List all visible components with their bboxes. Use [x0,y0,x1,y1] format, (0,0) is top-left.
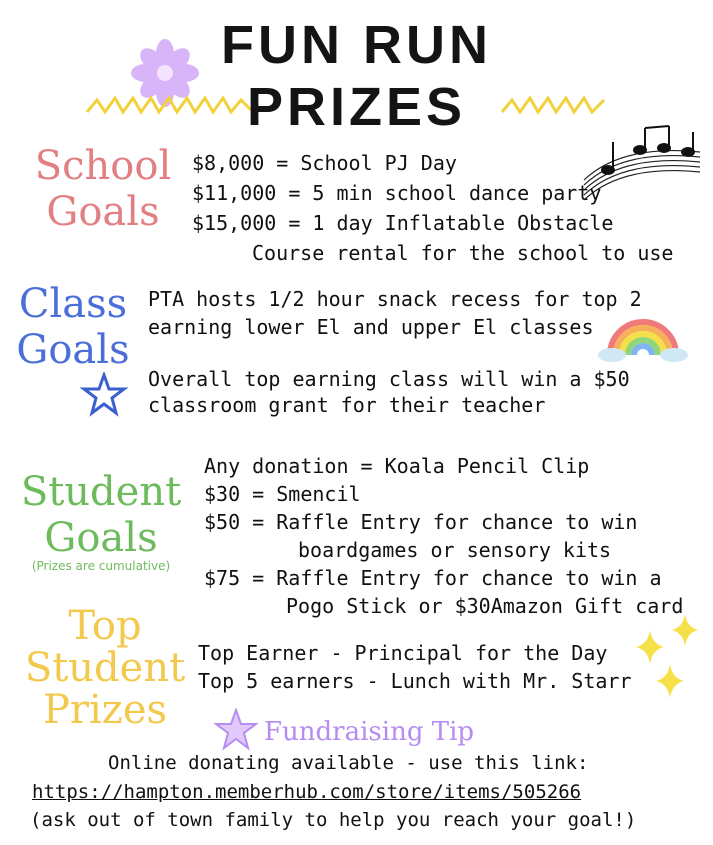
title-line-2: PRIZES [246,77,467,137]
school-goal-line: $11,000 = 5 min school dance party [192,181,602,205]
student-goals-label [6,469,196,573]
sparkle-icon [656,664,684,698]
top-student-label [20,603,190,733]
student-goal-line: Pogo Stick or $30Amazon Gift card [286,594,684,618]
class-goal-line: earning lower El and upper El classes [148,315,594,339]
title-line-1: FUN RUN [221,15,492,75]
top-label-line-1: Top [68,603,142,649]
class-goal-line: Overall top earning class will win a $50 [148,367,630,391]
rainbow-icon [598,305,688,363]
donation-link[interactable]: https://hampton.memberhub.com/store/items/505266 [32,781,582,803]
student-label-line-2: Goals [44,515,158,561]
top-label-line-2: Student [24,645,186,691]
class-label-line-2: Goals [16,327,130,373]
student-label-line-1: Student [20,469,182,515]
school-goals-label [18,143,188,235]
student-goal-line: Any donation = Koala Pencil Clip [204,454,590,478]
star-icon [214,708,258,752]
class-goal-line: classroom grant for their teacher [148,393,546,417]
student-goals-note: (Prizes are cumulative) [31,559,171,573]
top-student-line: Top 5 earners - Lunch with Mr. Starr [198,669,632,693]
student-goal-line: $50 = Raffle Entry for chance to win [204,510,638,534]
student-goal-line: $75 = Raffle Entry for chance to win a [204,566,662,590]
student-goal-line: $30 = Smencil [204,482,361,506]
school-goal-line: $8,000 = School PJ Day [192,151,457,175]
class-label-line-1: Class [18,281,128,327]
tip-line: (ask out of town family to help you reach your goal!) [30,809,637,831]
school-goal-line: $15,000 = 1 day Inflatable Obstacle [192,211,614,235]
sparkle-icon [672,614,698,646]
school-goal-line: Course rental for the school to use [252,241,674,265]
class-goal-line: PTA hosts 1/2 hour snack recess for top 2 [148,287,642,311]
top-label-line-3: Prizes [42,687,168,733]
star-icon [80,372,128,418]
top-student-line: Top Earner - Principal for the Day [198,641,608,665]
school-label-line-1: School [34,143,172,189]
fundraising-tip-heading: Fundraising Tip [264,717,475,747]
school-label-line-2: Goals [46,189,160,235]
student-goal-line: boardgames or sensory kits [298,538,612,562]
class-goals-label [8,281,138,373]
sparkle-icon [636,630,664,664]
tip-line: Online donating available - use this link: [108,752,589,774]
